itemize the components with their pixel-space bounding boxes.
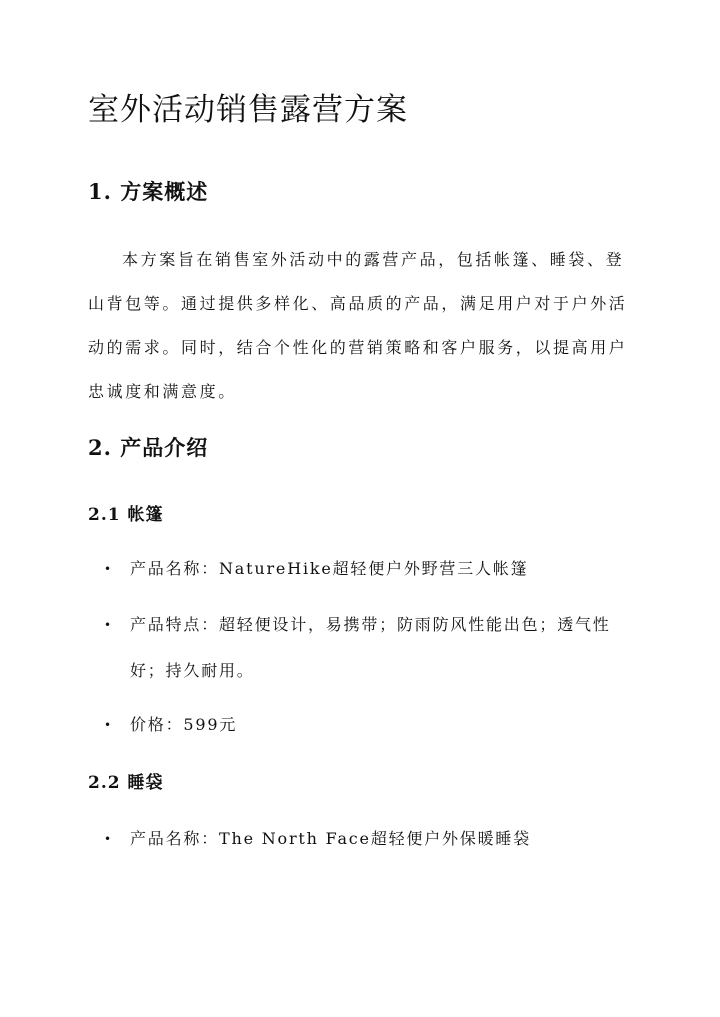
bullet-icon: • [104,562,113,576]
bullet-icon: • [104,832,113,846]
overview-paragraph: 本方案旨在销售室外活动中的露营产品，包括帐篷、睡袋、登山背包等。通过提供多样化、高品质的产品，满足用户对于户外活动的需求。同时，结合个性化的营销策略和客户服务，以提高用户忠诚度和满意度。 [88,250,628,401]
subsection-heading-sleeping-bag: 2.2 睡袋 [88,773,164,793]
list-item [104,816,624,862]
bullet-icon: • [104,718,113,732]
list-item-text: 价格：599元 [130,715,238,734]
section-heading-overview: 1. 方案概述 [88,179,209,204]
list-item-text: 产品名称：NatureHike超轻便户外野营三人帐篷 [130,559,529,578]
section-heading-products: 2. 产品介绍 [88,435,209,460]
list-item-text: 产品名称：The North Face超轻便户外保暖睡袋 [130,829,532,848]
list-item [104,546,624,592]
list-item-text: 产品特点：超轻便设计，易携带；防雨防风性能出色；透气性好；持久耐用。 [130,615,611,680]
list-item [104,702,624,748]
bullet-icon: • [104,618,113,632]
subsection-heading-tent: 2.1 帐篷 [88,505,164,525]
list-item [104,602,624,694]
document-title: 室外活动销售露营方案 [88,92,408,128]
